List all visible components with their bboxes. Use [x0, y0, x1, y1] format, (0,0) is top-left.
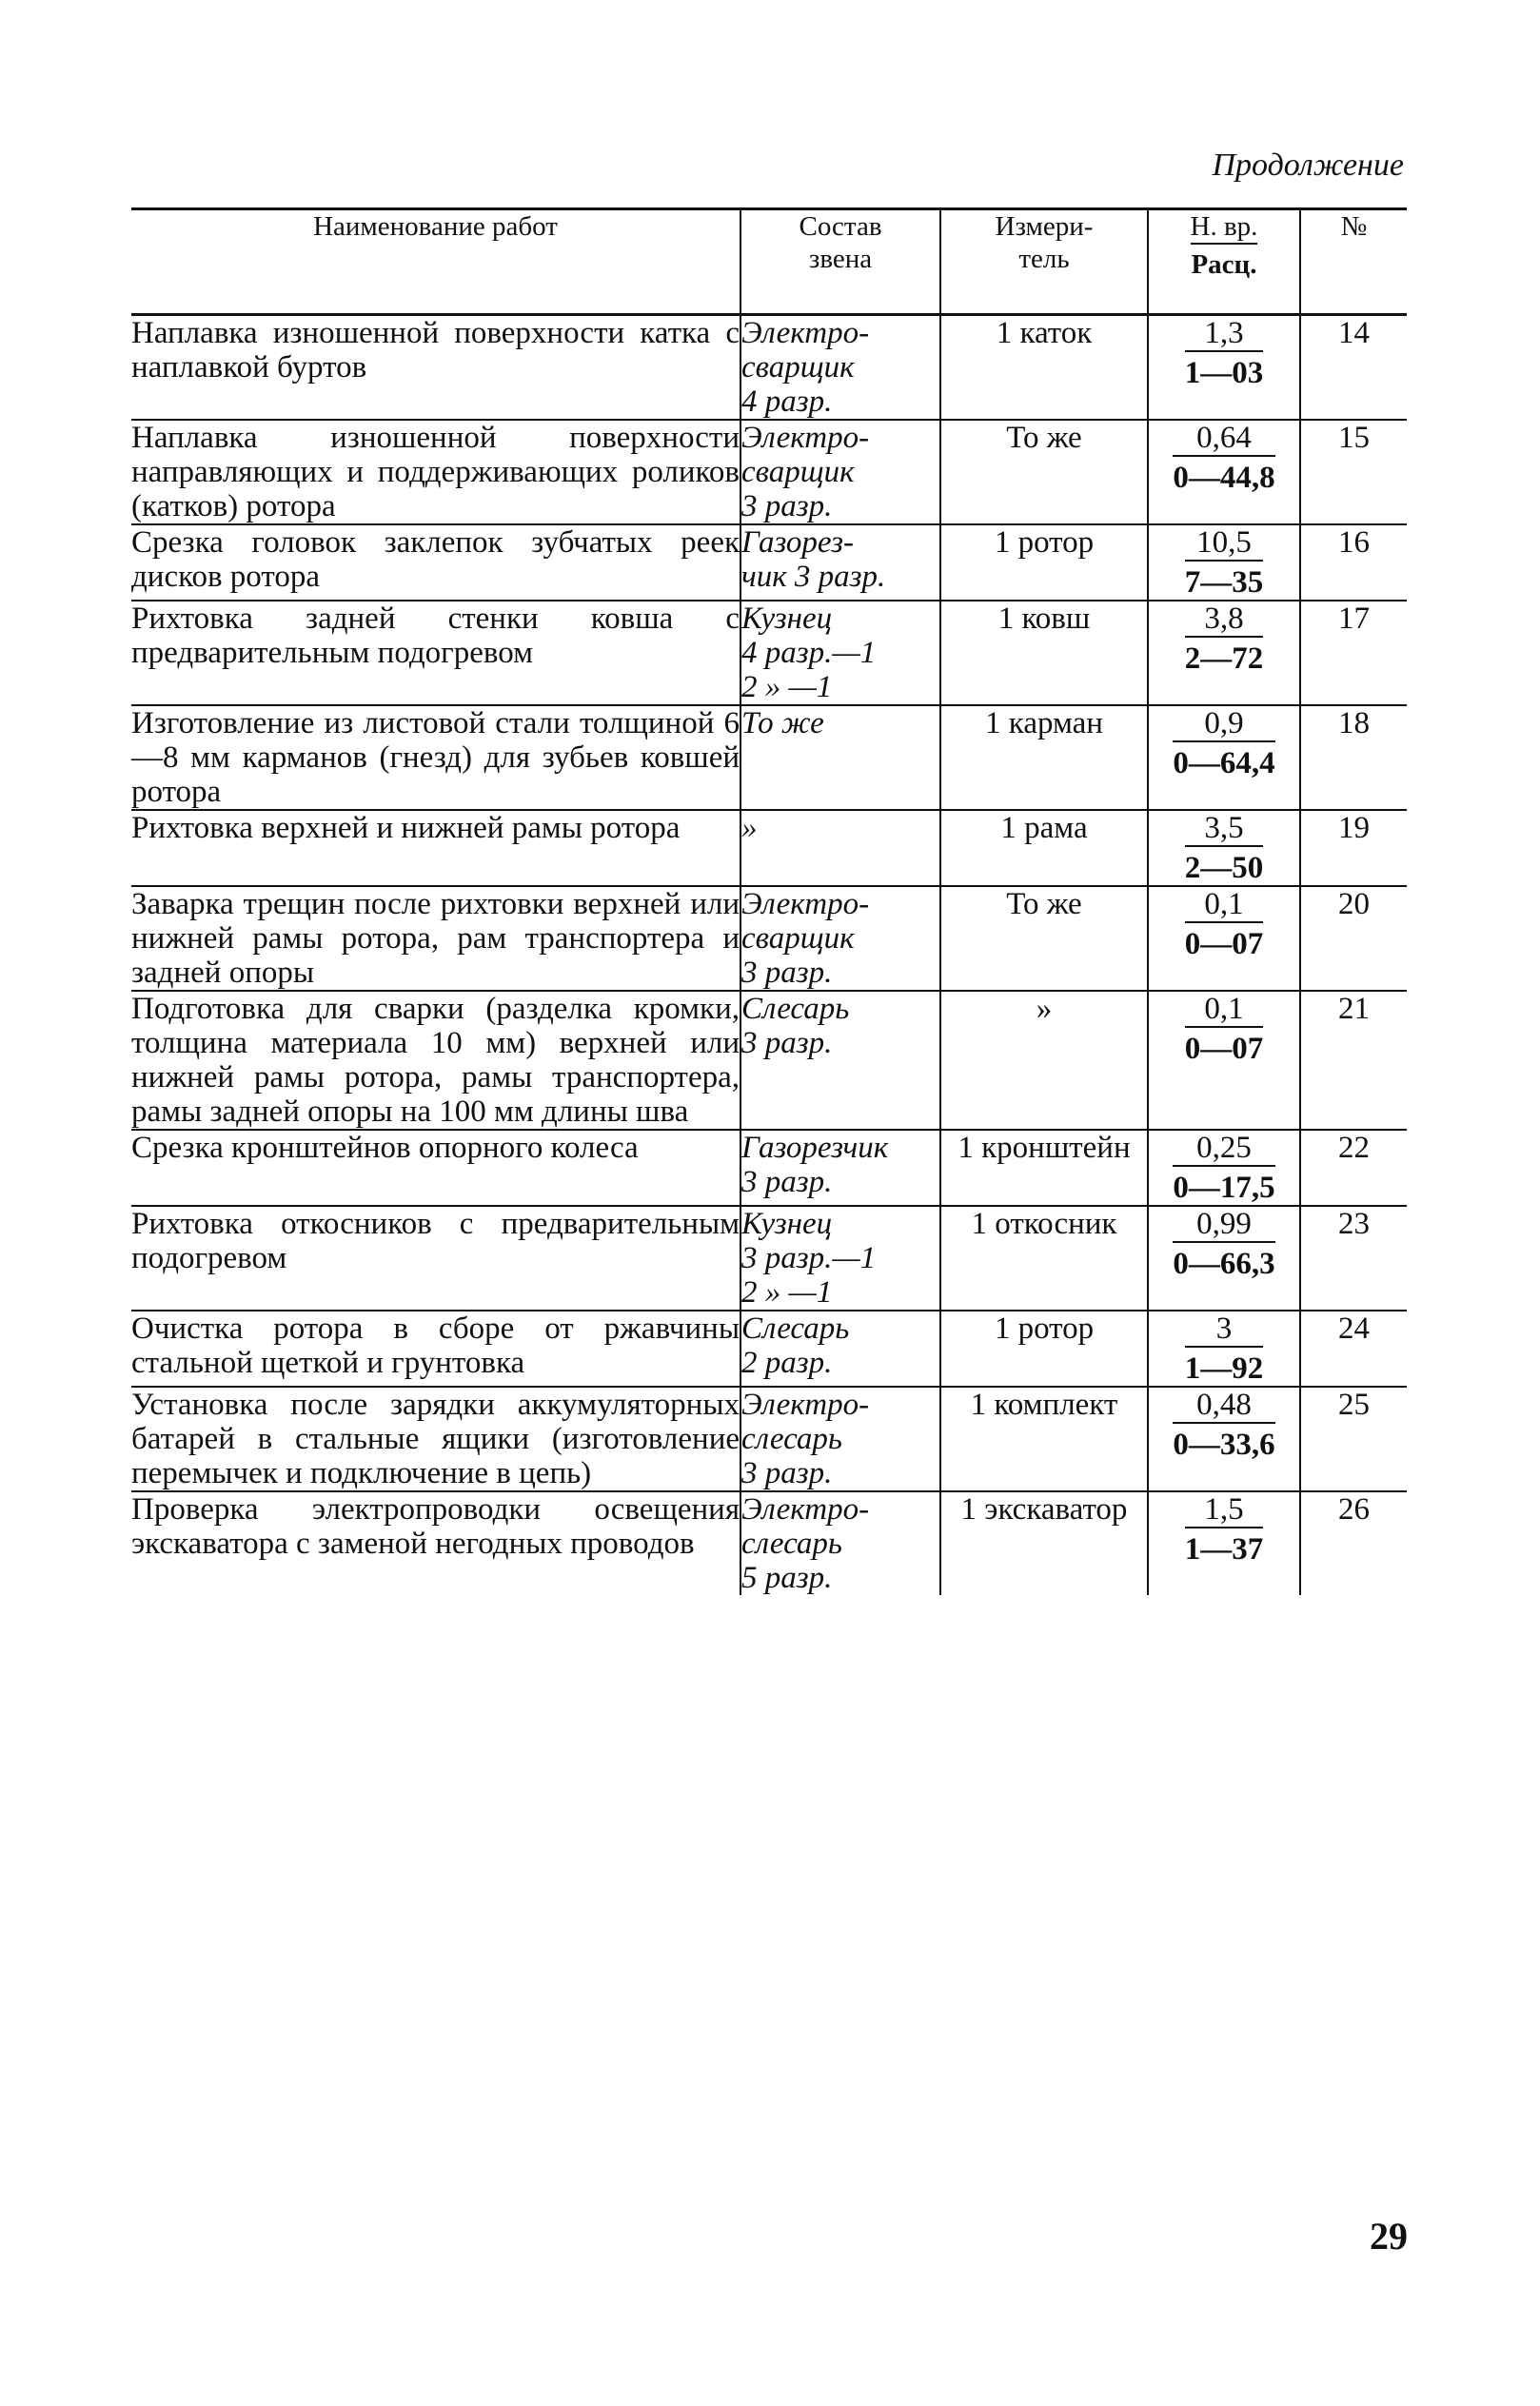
measure-unit: 1 комплект	[940, 1387, 1148, 1491]
work-name: Наплавка изношенной поверхности направляющих и поддерживающих роликов (катков) ротора	[131, 421, 740, 523]
table-row	[131, 1311, 1407, 1387]
measure-unit: 1 экскаватор	[940, 1491, 1148, 1595]
crew-line: сварщик	[741, 921, 855, 956]
rate: 1—92	[1184, 1351, 1264, 1386]
norm-cell	[1148, 991, 1300, 1130]
crew-composition	[740, 420, 940, 524]
crew-line: 2 разр.	[741, 1346, 833, 1380]
work-name: Срезка головок заклепок зубчатых реек дисков ротора	[131, 524, 740, 601]
norm-fraction	[1173, 706, 1274, 780]
norm-time: 0,64	[1173, 421, 1274, 457]
crew-line: Электро-	[741, 887, 870, 921]
rate: 2—50	[1184, 851, 1264, 885]
crew-composition	[740, 705, 940, 810]
crew-composition	[740, 524, 940, 601]
crew-line: слесарь	[741, 1422, 842, 1456]
norm-cell	[1148, 601, 1300, 705]
norm-fraction	[1185, 525, 1264, 600]
table-row	[131, 601, 1407, 705]
crew-line: 4 разр.	[741, 385, 833, 419]
measure-unit: 1 каток	[940, 315, 1148, 421]
crew-line: 3 разр.	[741, 1026, 833, 1060]
measure-unit: 1 ротор	[940, 1311, 1148, 1387]
norm-time: 1,3	[1185, 316, 1264, 352]
crew-line: 4 разр.—1	[741, 636, 877, 670]
norm-fraction	[1185, 602, 1264, 676]
norm-fraction	[1173, 1207, 1274, 1281]
crew-composition	[740, 1311, 940, 1387]
work-name: Подготовка для сварки (разделка кромки, толщина материала 10 мм) верхней или нижней рамы ротора, рамы транспортера, рамы задней опоры на 100 мм длины шва	[131, 992, 740, 1129]
crew-line: Слесарь	[741, 992, 850, 1026]
norm-time: 0,9	[1173, 706, 1274, 742]
table-header-row	[131, 209, 1407, 315]
table-row	[131, 524, 1407, 601]
norm-time: 1,5	[1185, 1492, 1264, 1528]
crew-line: 3 разр.	[741, 1456, 833, 1490]
crew-line: То же	[741, 706, 824, 740]
work-name: Рихтовка откосников с предварительным подогревом	[131, 1206, 740, 1311]
norm-time: 0,25	[1173, 1131, 1274, 1167]
measure-unit: 1 кронштейн	[940, 1130, 1148, 1206]
crew-line: 2 » —1	[741, 670, 833, 704]
crew-line: Электро-	[741, 1492, 870, 1527]
crew-line: Электро-	[741, 1388, 870, 1422]
norm-fraction	[1185, 316, 1264, 390]
crew-composition	[740, 1206, 940, 1311]
header-number: №	[1300, 209, 1407, 315]
crew-line: чик 3 разр.	[741, 560, 886, 594]
norm-cell	[1148, 1206, 1300, 1311]
work-name: Заварка трещин после рихтовки верхней или нижней рамы ротора, рам транспортера и задней опоры	[131, 887, 740, 990]
header-norm-time: Н. вр.	[1191, 210, 1258, 245]
crew-line: 3 разр.	[741, 1165, 833, 1199]
page-number: 29	[1370, 2215, 1408, 2258]
norm-time: 0,1	[1185, 992, 1264, 1028]
measure-unit: 1 откосник	[940, 1206, 1148, 1311]
table-body	[131, 315, 1407, 1596]
crew-line: 3 разр.	[741, 956, 833, 990]
measure-unit: 1 ротор	[940, 524, 1148, 601]
norm-time: 3,5	[1185, 811, 1264, 847]
crew-composition	[740, 810, 940, 886]
row-number: 25	[1300, 1387, 1407, 1491]
rate: 1—03	[1184, 356, 1264, 390]
table-row	[131, 1491, 1407, 1595]
row-number: 23	[1300, 1206, 1407, 1311]
crew-line: Электро-	[741, 421, 870, 455]
work-name: Очистка ротора в сборе от ржавчины стальной щеткой и грунтовка	[131, 1311, 740, 1387]
row-number: 16	[1300, 524, 1407, 601]
row-number: 24	[1300, 1311, 1407, 1387]
crew-line: Электро-	[741, 316, 870, 350]
crew-composition	[740, 991, 940, 1130]
norm-cell	[1148, 705, 1300, 810]
row-number: 15	[1300, 420, 1407, 524]
header-measure	[940, 209, 1148, 315]
measure-unit: 1 ковш	[940, 601, 1148, 705]
rate: 0—33,6	[1173, 1428, 1275, 1462]
norm-time: 0,1	[1185, 887, 1264, 923]
measure-unit: 1 карман	[940, 705, 1148, 810]
norm-fraction	[1173, 1388, 1274, 1462]
continuation-label: Продолжение	[1212, 148, 1404, 183]
header-crew	[740, 209, 940, 315]
crew-line: Кузнец	[741, 602, 833, 636]
crew-line: Кузнец	[741, 1207, 833, 1241]
crew-line: 3 разр.	[741, 489, 833, 523]
norm-fraction	[1185, 811, 1264, 885]
crew-line: слесарь	[741, 1527, 842, 1561]
work-name: Проверка электропроводки освещения экскаватора с заменой негодных проводов	[131, 1491, 740, 1595]
norm-cell	[1148, 524, 1300, 601]
norm-fraction	[1173, 1131, 1274, 1205]
crew-composition	[740, 1387, 940, 1491]
table-row	[131, 1387, 1407, 1491]
rate: 2—72	[1184, 641, 1264, 676]
crew-composition	[740, 601, 940, 705]
header-measure-line2: тель	[1018, 244, 1070, 274]
rate: 1—37	[1184, 1532, 1264, 1567]
norm-cell	[1148, 886, 1300, 991]
crew-line: сварщик	[741, 350, 855, 385]
table-row	[131, 991, 1407, 1130]
norm-time: 3	[1185, 1311, 1264, 1348]
crew-line: Газорез-	[741, 525, 854, 560]
measure-unit: То же	[940, 420, 1148, 524]
measure-unit: То же	[940, 886, 1148, 991]
header-crew-line2: звена	[808, 244, 873, 274]
norm-fraction	[1185, 1492, 1264, 1567]
work-name: Наплавка изношенной поверхности катка с наплавкой буртов	[131, 316, 740, 385]
norm-cell	[1148, 315, 1300, 421]
rate: 0—07	[1184, 1032, 1264, 1066]
norm-fraction	[1185, 992, 1264, 1066]
norm-cell	[1148, 1387, 1300, 1491]
header-measure-line1: Измери-	[995, 211, 1094, 242]
measure-unit: 1 рама	[940, 810, 1148, 886]
crew-line: Газорезчик	[741, 1131, 889, 1165]
crew-composition	[740, 315, 940, 421]
norm-time: 0,48	[1173, 1388, 1274, 1424]
crew-composition	[740, 1491, 940, 1595]
row-number: 22	[1300, 1130, 1407, 1206]
rate: 0—44,8	[1173, 461, 1275, 495]
table-row	[131, 886, 1407, 991]
norms-table	[131, 207, 1407, 1595]
rate: 7—35	[1184, 565, 1264, 600]
table-row	[131, 810, 1407, 886]
table-row	[131, 420, 1407, 524]
crew-line: 5 разр.	[741, 1561, 833, 1595]
header-norm	[1148, 209, 1300, 315]
table-row	[131, 315, 1407, 421]
crew-line: »	[741, 811, 758, 845]
row-number: 14	[1300, 315, 1407, 421]
crew-line: Слесарь	[741, 1311, 850, 1346]
norm-fraction	[1185, 887, 1264, 961]
norm-cell	[1148, 420, 1300, 524]
header-rate: Расц.	[1191, 249, 1257, 280]
row-number: 17	[1300, 601, 1407, 705]
norm-fraction	[1185, 1311, 1264, 1386]
table-row	[131, 1130, 1407, 1206]
norm-time: 0,99	[1173, 1207, 1274, 1243]
row-number: 21	[1300, 991, 1407, 1130]
norm-cell	[1148, 1311, 1300, 1387]
norm-fraction	[1173, 421, 1274, 495]
table-row	[131, 1206, 1407, 1311]
norm-cell	[1148, 1130, 1300, 1206]
norm-cell	[1148, 1491, 1300, 1595]
norm-cell	[1148, 810, 1300, 886]
row-number: 20	[1300, 886, 1407, 991]
norm-time: 3,8	[1185, 602, 1264, 638]
rate: 0—64,4	[1173, 746, 1275, 780]
norm-time: 10,5	[1185, 525, 1264, 562]
row-number: 18	[1300, 705, 1407, 810]
rate: 0—17,5	[1173, 1171, 1275, 1205]
row-number: 26	[1300, 1491, 1407, 1595]
work-name: Изготовление из листовой стали толщиной 6—8 мм карманов (гнезд) для зубьев ковшей ротора	[131, 706, 740, 809]
crew-line: 2 » —1	[741, 1275, 833, 1310]
work-name: Установка после зарядки аккумуляторных батарей в стальные ящики (изготовление перемычек и подключение в цепь)	[131, 1388, 740, 1490]
row-number: 19	[1300, 810, 1407, 886]
table-row	[131, 705, 1407, 810]
work-name: Рихтовка верхней и нижней рамы ротора	[131, 810, 740, 886]
work-name: Срезка кронштейнов опорного колеса	[131, 1130, 740, 1206]
crew-line: 3 разр.—1	[741, 1241, 877, 1275]
measure-unit: »	[940, 991, 1148, 1130]
crew-composition	[740, 886, 940, 991]
crew-line: сварщик	[741, 455, 855, 489]
header-crew-line1: Состав	[799, 211, 882, 242]
rate: 0—66,3	[1173, 1247, 1275, 1281]
work-name: Рихтовка задней стенки ковша с предварительным подогревом	[131, 601, 740, 705]
header-name: Наименование работ	[131, 209, 740, 315]
rate: 0—07	[1184, 927, 1264, 961]
crew-composition	[740, 1130, 940, 1206]
